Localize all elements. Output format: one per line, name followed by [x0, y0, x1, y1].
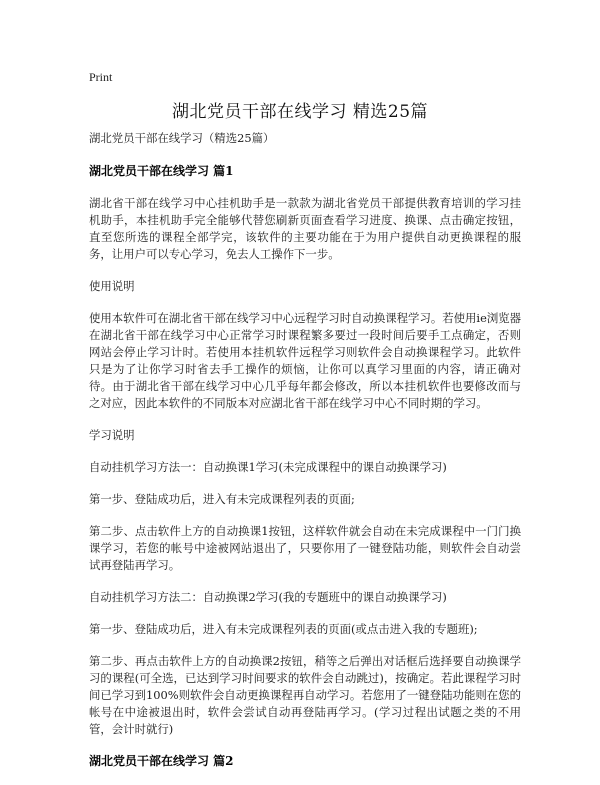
usage-label: 使用说明: [89, 279, 135, 293]
method-1-step-2: 第二步、点击软件上方的自动换课1按钮，这样软件就会自动在未完成课程中一门门换课学习，若您的帐号中途被网站退出了，只要你用了一键登陆功能，则软件会自动尝试再登陆再学习。: [89, 524, 521, 572]
document-subtitle: 湖北党员干部在线学习（精选25篇）: [89, 131, 275, 145]
method-1-paragraph: 自动挂机学习方法一：自动换课1学习(未完成课程中的课自动换课学习): [89, 460, 447, 474]
study-label: 学习说明: [89, 428, 135, 442]
print-label: Print: [89, 70, 113, 84]
section-heading-1: 湖北党员干部在线学习 篇1: [89, 164, 234, 178]
usage-paragraph: 使用本软件可在湖北省干部在线学习中心远程学习时自动换课程学习。若使用ie浏览器在湖北省干部在线学习中心正常学习时课程繁多要过一段时间后要手工点确定，否则网站会停止学习计时。若使用本挂机软件远程学习则软件会自动换课程学习。此软件只是为了让你学习时省去手工操作的烦恼，让你可以真学习里面的内容，请正确对待。由于湖北省干部在线学习中心几乎每年都会修改，所以本挂机软件也要修改而与之对应，因此本软件的不同版本对应湖北省干部在线学习中心不同时期的学习。: [89, 311, 521, 410]
intro-paragraph: 湖北省干部在线学习中心挂机助手是一款款为湖北省党员干部提供教育培训的学习挂机助手，本挂机助手完全能够代替您刷新页面查看学习进度、换课、点击确定按钮，直至您所选的课程全部学完，该软件的主要功能在于为用户提供自动更换课程的服务，让用户可以专心学习，免去人工操作下一步。: [89, 196, 521, 261]
document-body: [89, 130, 521, 785]
method-2-step-2: 第二步、再点击软件上方的自动换课2按钮，稍等之后弹出对话框后选择要自动换课学习的课程(可全选，已达到学习时间要求的软件会自动跳过)，按确定。若此课程学习时间已学习到100%则软件会自动更换课程再自动学习。若您用了一键登陆功能则在您的帐号在中途被退出时，软件会尝试自动再登陆再学习。(学习过程出试题之类的不用管，会计时就行): [89, 654, 521, 736]
method-1-step-1: 第一步、登陆成功后，进入有未完成课程列表的页面;: [89, 492, 355, 506]
method-2-step-1: 第一步、登陆成功后，进入有未完成课程列表的页面(或点击进入我的专题班);: [89, 622, 478, 636]
method-2-paragraph: 自动挂机学习方法二：自动换课2学习(我的专题班中的课自动换课学习): [89, 590, 447, 604]
page-title: 湖北党员干部在线学习 精选25篇: [171, 102, 429, 122]
section-heading-2: 湖北党员干部在线学习 篇2: [89, 754, 234, 768]
